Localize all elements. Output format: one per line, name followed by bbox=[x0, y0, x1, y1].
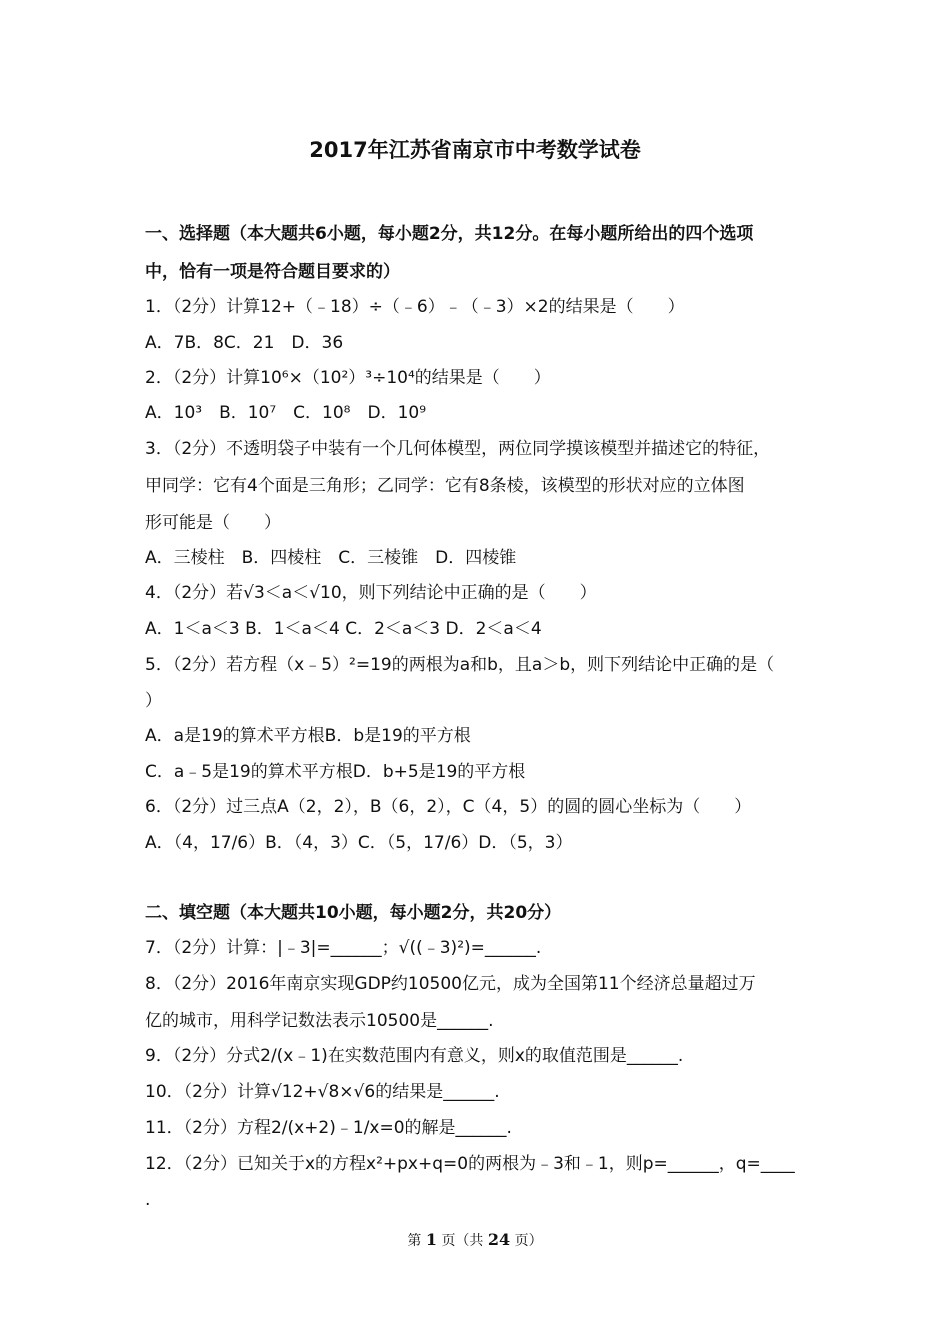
page-title: 2017年江苏省南京市中考数学试卷 bbox=[309, 138, 641, 162]
text-line: 10．（2分）计算√12+√8×√6的结果是______. bbox=[145, 1082, 500, 1102]
footer-page-number: 1 bbox=[425, 1230, 437, 1249]
footer-middle: 页（共 bbox=[441, 1233, 484, 1249]
text-line: A．1＜a＜3 B．1＜a＜4 C．2＜a＜3 D．2＜a＜4 bbox=[145, 619, 542, 639]
section-heading: 一、选择题（本大题共6小题，每小题2分，共12分。在每小题所给出的四个选项 bbox=[145, 224, 754, 244]
text-line: 7．（2分）计算：|﹣3|=______；√((﹣3)²)=______. bbox=[145, 938, 542, 958]
text-line: ） bbox=[145, 691, 162, 711]
text-line: 11．（2分）方程2/(x+2)﹣1/x=0的解是______. bbox=[145, 1118, 512, 1138]
text-line: A．（4，17/6）B．（4，3）C．（5，17/6）D．（5，3） bbox=[145, 833, 573, 853]
text-line: C．a﹣5是19的算术平方根D．b+5是19的平方根 bbox=[145, 762, 526, 782]
text-line: 5．（2分）若方程（x﹣5）²=19的两根为a和b，且a＞b，则下列结论中正确的是（ bbox=[145, 655, 775, 675]
text-line: A．三棱柱 B．四棱柱 C．三棱锥 D．四棱锥 bbox=[145, 548, 517, 568]
text-line: 2．（2分）计算10⁶×（10²）³÷10⁴的结果是（ ） bbox=[145, 368, 551, 388]
footer-suffix: 页） bbox=[514, 1233, 543, 1249]
section-heading: 二、填空题（本大题共10小题，每小题2分，共20分） bbox=[145, 903, 562, 923]
section-heading: 中，恰有一项是符合题目要求的） bbox=[145, 262, 400, 282]
text-line: A．a是19的算术平方根B．b是19的平方根 bbox=[145, 726, 471, 746]
text-line: A．7B．8C．21 D．36 bbox=[145, 333, 344, 353]
text-line: 甲同学：它有4个面是三角形；乙同学：它有8条棱，该模型的形状对应的立体图 bbox=[145, 476, 745, 496]
text-line: 4．（2分）若√3＜a＜√10，则下列结论中正确的是（ ） bbox=[145, 583, 597, 603]
footer-total-pages: 24 bbox=[487, 1230, 511, 1249]
text-line: 12．（2分）已知关于x的方程x²+px+q=0的两根为﹣3和﹣1，则p=______，q=____ bbox=[145, 1154, 795, 1174]
text-line: . bbox=[145, 1190, 151, 1210]
footer-prefix: 第 bbox=[407, 1233, 422, 1249]
text-line: 6．（2分）过三点A（2，2），B（6，2），C（4，5）的圆的圆心坐标为（ ） bbox=[145, 797, 752, 817]
text-line: 3．（2分）不透明袋子中装有一个几何体模型，两位同学摸该模型并描述它的特征， bbox=[145, 439, 771, 459]
text-line: 亿的城市，用科学记数法表示10500是______. bbox=[145, 1011, 494, 1031]
text-line: A．10³ B．10⁷ C．10⁸ D．10⁹ bbox=[145, 403, 427, 423]
text-line: 8．（2分）2016年南京实现GDP约10500亿元，成为全国第11个经济总量超过万 bbox=[145, 974, 756, 994]
page-footer bbox=[0, 1230, 950, 1250]
text-line: 9．（2分）分式2/(x﹣1)在实数范围内有意义，则x的取值范围是______. bbox=[145, 1046, 684, 1066]
text-line: 形可能是（ ） bbox=[145, 513, 281, 533]
text-line: 1．（2分）计算12+（﹣18）÷（﹣6）﹣（﹣3）×2的结果是（ ） bbox=[145, 297, 685, 317]
